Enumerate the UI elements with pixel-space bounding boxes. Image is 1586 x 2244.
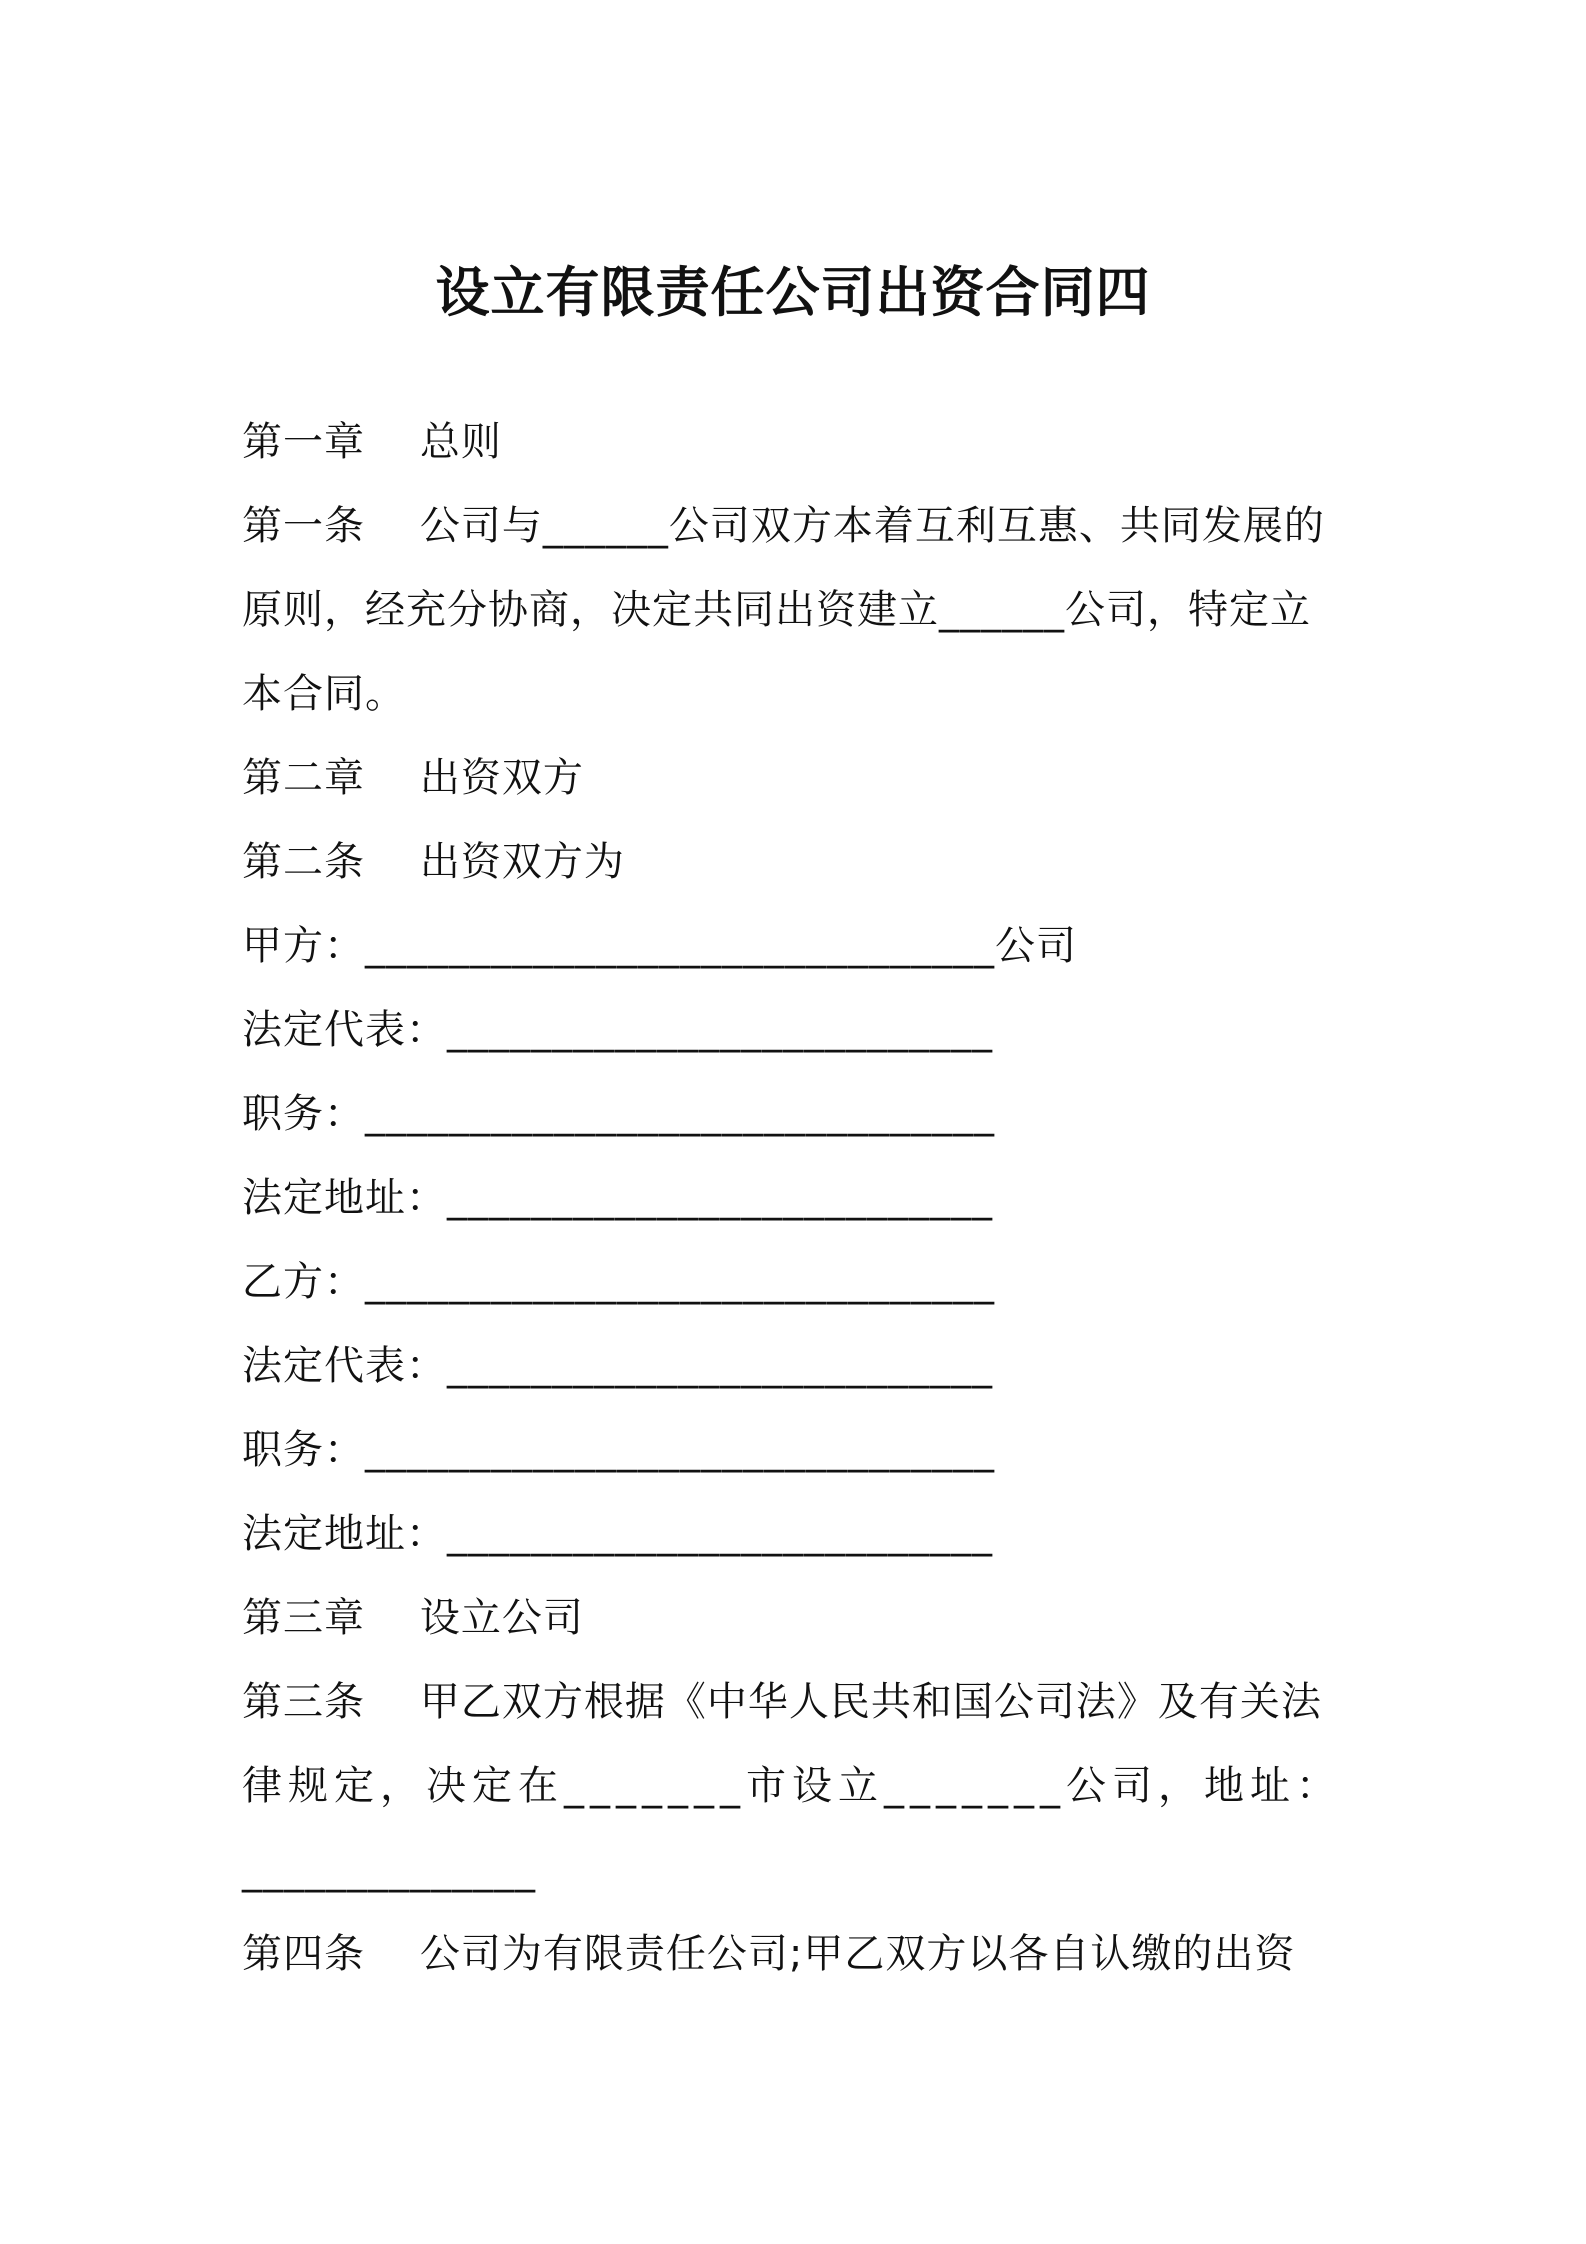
document-title: 设立有限责任公司出资合同四	[435, 261, 1151, 324]
chapter-2-heading: 第二章 出资双方	[242, 755, 584, 801]
chapter-3-heading: 第三章 设立公司	[242, 1595, 584, 1641]
article-4-line-1: 第四条 公司为有限责任公司;甲乙双方以各自认缴的出资	[242, 1931, 1296, 1977]
party-a-address-field: 法定地址：__________________________	[242, 1175, 993, 1221]
article-2-heading: 第二条 出资双方为	[242, 839, 625, 885]
party-a-field: 甲方：______________________________公司	[242, 923, 1077, 969]
article-3-line-1: 第三条 甲乙双方根据《中华人民共和国公司法》及有关法	[242, 1679, 1322, 1725]
party-b-position-field: 职务：______________________________	[242, 1427, 995, 1473]
party-a-position-field: 职务：______________________________	[242, 1091, 995, 1137]
party-b-address-field: 法定地址：__________________________	[242, 1511, 993, 1557]
article-1-line-1: 第一条 公司与______公司双方本着互利互惠、共同发展的	[242, 503, 1325, 549]
party-b-field: 乙方：______________________________	[242, 1259, 995, 1305]
article-1-line-3: 本合同。	[242, 671, 406, 717]
article-3-line-2: 律规定，决定在_______市设立_______公司，地址：	[242, 1763, 1342, 1809]
article-3-line-3: ______________	[242, 1847, 536, 1893]
party-b-representative-field: 法定代表：__________________________	[242, 1343, 993, 1389]
article-1-line-2: 原则，经充分协商，决定共同出资建立______公司，特定立	[242, 587, 1311, 633]
chapter-1-heading: 第一章 总则	[242, 419, 502, 465]
party-a-representative-field: 法定代表：__________________________	[242, 1007, 993, 1053]
